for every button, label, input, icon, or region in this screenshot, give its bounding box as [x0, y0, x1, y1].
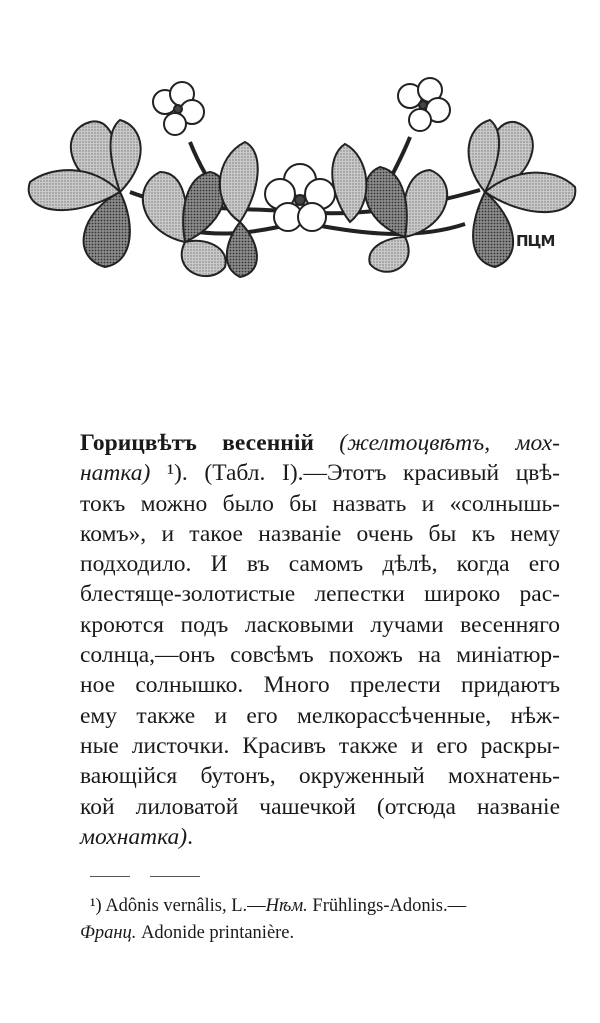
text-line-8: солнца,—онъ совсѣмъ похожъ на миніатюр- [80, 642, 560, 669]
center-flower [265, 164, 335, 231]
clover-flower-vignette [10, 72, 590, 282]
illustrator-monogram: ПЦМ [516, 232, 555, 250]
text-line-1: Горицвѣтъ весенній (желтоцвѣтъ, мох- [80, 430, 560, 456]
footnote-line-1: ¹) Adônis vernâlis, L.—Нѣм. Frühlings-Adonis.— [90, 896, 467, 916]
text-line-4: комъ», и такое названіе очень бы къ нему [80, 520, 560, 547]
text-line-9: ное солнышко. Много прелести придаютъ [80, 672, 560, 699]
left-clover [29, 120, 141, 267]
right-inner-clover [332, 144, 447, 272]
text-line-2: натка) ¹). (Табл. I).—Этотъ красивый цвѣ- [80, 460, 560, 487]
text-line-7: кроются подъ ласковыми лучами весенняго [80, 611, 560, 638]
text-line-13: кой лиловатой чашечкой (отсюда названіе [80, 793, 560, 820]
text-line-5: подходило. И въ самомъ дѣлѣ, когда его [80, 551, 560, 578]
text-line-14: мохнатка). [80, 823, 193, 850]
footnote-line-2: Франц. Adonide printanière. [80, 923, 295, 943]
right-flower [398, 78, 450, 131]
text-line-6: блестяще-золотистые лепестки широко рас- [80, 581, 560, 608]
footnote-marker: ¹) [90, 896, 102, 916]
text-line-12: вающійся бутонъ, окруженный мохнатень- [80, 763, 560, 790]
article-body [80, 428, 560, 852]
footnote [80, 893, 560, 947]
text-line-10: ему также и его мелкорассѣченные, нѣж- [80, 702, 560, 729]
species-title: Горицвѣтъ весенній [80, 430, 314, 456]
left-flower [153, 82, 204, 135]
text-line-11: ные листочки. Красивъ также и его раскры- [80, 732, 560, 759]
footnote-divider-left [90, 876, 130, 877]
footnote-divider-right [150, 876, 200, 877]
text-line-3: токъ можно было бы назвать и «солнышь- [80, 490, 560, 517]
